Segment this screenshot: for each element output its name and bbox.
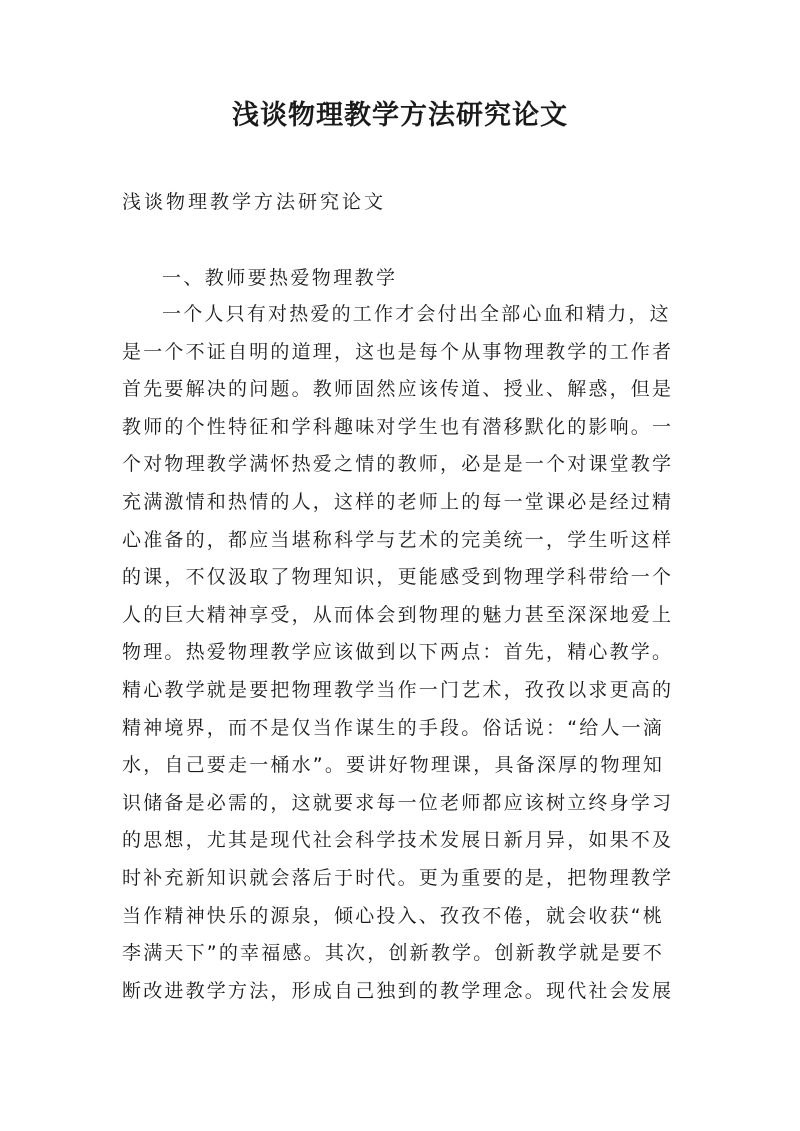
text-line: 精心教学就是要把物理教学当作一门艺术，孜孜以求更高的	[122, 678, 674, 701]
text-line: 识储备是必需的，这就要求每一位老师都应该树立终身学习	[122, 791, 674, 814]
text-line: 的课，不仅汲取了物理知识，更能感受到物理学科带给一个	[122, 566, 674, 589]
text-line: 个对物理教学满怀热爱之情的教师，必是是一个对课堂教学	[122, 453, 674, 476]
text-line: 心准备的，都应当堪称科学与艺术的完美统一，学生听这样	[122, 528, 674, 551]
text-line: 当作精神快乐的源泉，倾心投入、孜孜不倦，就会收获“桃	[122, 904, 665, 927]
body-paragraph	[122, 296, 702, 1010]
text-line: 时补充新知识就会落后于时代。更为重要的是，把物理教学	[122, 866, 674, 889]
document-title: 浅谈物理教学方法研究论文	[232, 100, 568, 131]
text-line: 人的巨大精神享受，从而体会到物理的魅力甚至深深地爱上	[122, 603, 674, 626]
text-line: 断改进教学方法，形成自己独到的教学理念。现代社会发展	[122, 979, 674, 1002]
document-subtitle: 浅谈物理教学方法研究论文	[122, 191, 387, 213]
text-line: 是一个不证自明的道理，这也是每个从事物理教学的工作者	[122, 340, 674, 363]
text-line: 物理。热爱物理教学应该做到以下两点：首先，精心教学。	[122, 641, 674, 664]
text-line: 李满天下”的幸福感。其次，创新教学。创新教学就是要不	[122, 942, 665, 965]
text-line: 充满激情和热情的人，这样的老师上的每一堂课必是经过精	[122, 490, 674, 513]
section-heading: 一、教师要热爱物理教学	[162, 267, 398, 289]
text-line: 精神境界，而不是仅当作谋生的手段。俗话说：“给人一滴	[122, 716, 665, 739]
text-line: 的思想，尤其是现代社会科学技术发展日新月异，如果不及	[122, 829, 674, 852]
text-line: 水，自己要走一桶水”。要讲好物理课，具备深厚的物理知	[122, 754, 665, 777]
text-line: 教师的个性特征和学科趣味对学生也有潜移默化的影响。一	[122, 415, 674, 438]
text-line: 一个人只有对热爱的工作才会付出全部心血和精力，这	[162, 303, 671, 325]
text-line: 首先要解决的问题。教师固然应该传道、授业、解惑，但是	[122, 378, 674, 401]
